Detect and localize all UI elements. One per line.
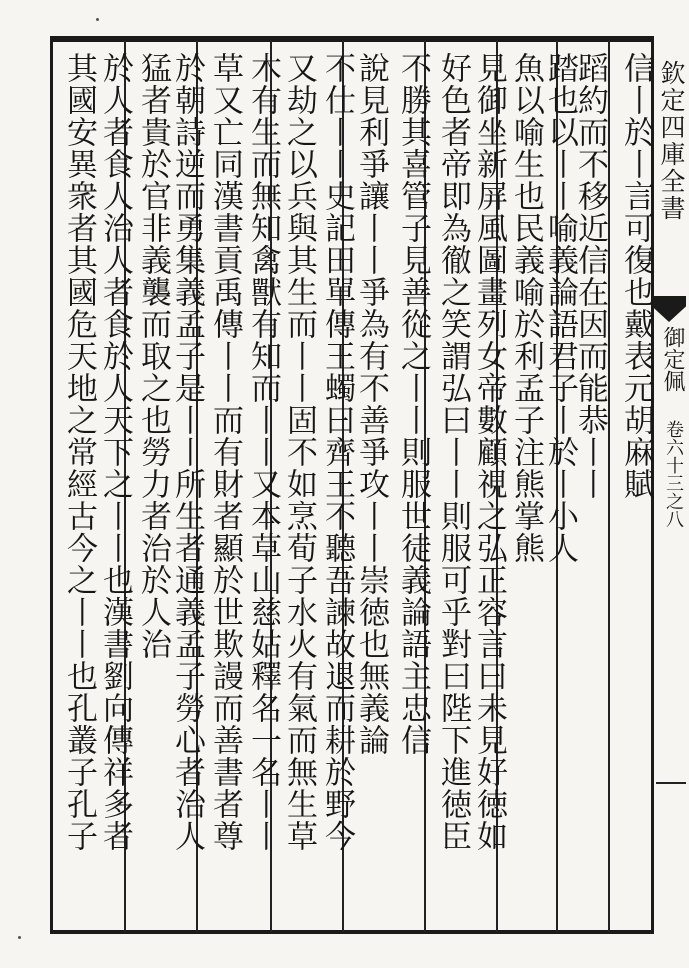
text-column-15: 於人者食人治人者食於人天下之丨丨也漢書劉向傳祥多者 xyxy=(97,52,133,852)
margin-book-title: 欽定四庫全書 xyxy=(657,60,686,222)
text-column-10: 又劫之以兵與其生而丨丨固不如烹荀子水火有氣而無生草 xyxy=(281,52,317,852)
text-column-7: 不勝其喜管子見善從之丨丨則服世徒義論語主忠信 xyxy=(395,52,431,756)
margin-volume-number: 卷六十三之八 xyxy=(663,420,684,528)
text-column-12: 草又亡同漢書貢禹傳丨丨而有財者顯於世欺謾而善書者尊 xyxy=(207,52,243,852)
text-column-6: 好色者帝即為徹之笑謂弘曰丨丨則服可乎對曰陛下進徳臣 xyxy=(435,52,471,852)
scan-speck xyxy=(96,18,99,21)
text-column-2: 蹈約而不移近信在因而能恭丨丨 xyxy=(572,52,608,500)
scan-speck xyxy=(18,936,21,939)
text-column-11: 木有生而無知禽獸有知而丨丨又本草山慈姑釋名一名丨丨 xyxy=(245,52,281,852)
text-column-8: 說見利爭讓丨丨爭為有不善爭攻丨丨崇徳也無義論 xyxy=(353,52,389,756)
margin-section-title: 御定佩 xyxy=(660,326,685,392)
margin-rule-line xyxy=(656,782,686,784)
text-column-13: 於朝詩逆而勇集義孟子是丨丨所生者通義孟子勞心者治人 xyxy=(169,52,205,852)
text-column-5: 見御坐新屏風圖畫列女帝數顧視之弘正容言曰未見好徳如 xyxy=(471,52,507,852)
text-column-1: 信丨於丨言可復也戴表元胡麻賦 xyxy=(618,52,654,500)
text-column-3: 踏也以丨丨喻義論語君子丨於丨小人 xyxy=(542,52,578,564)
text-column-16: 其國安異衆者其國危天地之常經古今之丨丨也孔叢子孔子 xyxy=(61,52,97,852)
text-column-14: 猛者貴於官非義襲而取之也勞力者治於人治 xyxy=(135,52,171,660)
text-column-9: 不仕丨丨史記田單傳王蠋曰齊王不聽吾諫故退而耕於野今 xyxy=(319,52,355,852)
text-column-4: 魚以喻生也民義喻於利孟子注熊掌熊 xyxy=(508,52,544,564)
